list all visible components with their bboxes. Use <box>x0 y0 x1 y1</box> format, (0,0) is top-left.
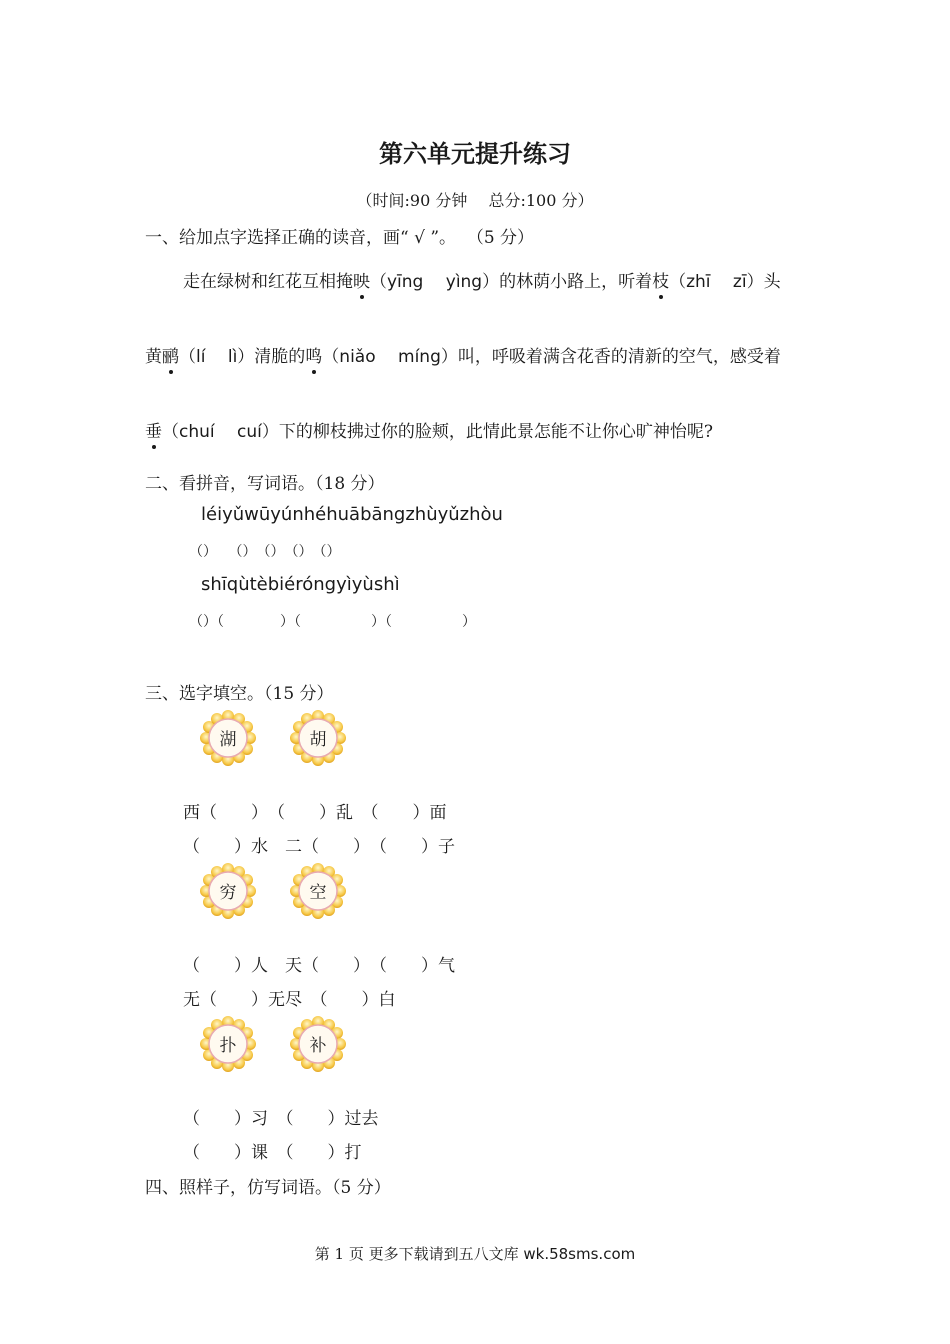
footer-text: 第 1 页 更多下载请到五八文库 <box>314 1245 524 1263</box>
text: （ <box>322 347 340 367</box>
dotted-char: 映 <box>353 267 370 292</box>
pinyin-option[interactable]: chuí cuí <box>179 422 262 442</box>
fill-row[interactable]: （ ）课 （ ）打 <box>183 1143 362 1163</box>
choice-char: 空 <box>309 883 327 903</box>
choice-char: 湖 <box>219 730 237 750</box>
flower-char-hu-beard <box>290 710 346 766</box>
flower-char-hu-lake <box>200 710 256 766</box>
fill-row[interactable]: （ ）水 二（ ） （ ）子 <box>183 837 455 857</box>
flower-char-bu <box>290 1016 346 1072</box>
dotted-char: 枝 <box>652 267 669 292</box>
q1-line-1 <box>183 267 781 292</box>
dotted-char: 鹂 <box>162 342 179 367</box>
fill-row[interactable]: 西（ ） （ ）乱 （ ）面 <box>183 803 447 823</box>
answer-blanks-2[interactable]: （）（ ）（ ）（ ） <box>189 614 476 630</box>
q2-heading: 二、看拼音，写词语。（18 分） <box>145 474 385 494</box>
text: （ <box>669 272 687 292</box>
text: ）的林荫小路上，听着 <box>482 272 653 292</box>
text: ）叫，呼吸着满含花香的清新的空气，感受着 <box>440 347 781 367</box>
pinyin-row-2: shīqùtèbiéróngyìyùshì <box>201 574 400 595</box>
choice-char: 扑 <box>219 1036 237 1056</box>
pinyin-option[interactable]: zhī zī <box>686 272 747 292</box>
flower-char-pu <box>200 1016 256 1072</box>
page-title: 第六单元提升练习 <box>379 139 571 168</box>
flower-char-qiong <box>200 863 256 919</box>
pinyin-option[interactable]: yīng yìng <box>387 272 483 292</box>
text: （ <box>370 272 387 292</box>
pinyin-option[interactable]: lí lì <box>196 347 238 367</box>
choice-char: 补 <box>309 1036 327 1056</box>
choice-char: 胡 <box>309 730 327 750</box>
dotted-char: 鸣 <box>305 342 322 367</box>
q1-line-3 <box>145 417 713 442</box>
exam-info: （时间:90 分钟 总分:100 分） <box>356 191 594 210</box>
text: ）下的柳枝拂过你的脸颊，此情此景怎能不让你心旷神怡呢? <box>261 422 713 442</box>
q1-line-2 <box>145 342 781 367</box>
pinyin-option[interactable]: niǎo míng <box>339 347 441 367</box>
pinyin-row-1: léiyǔwūyúnhéhuābāngzhùyǔzhòu <box>201 504 503 525</box>
dotted-char: 垂 <box>145 417 162 442</box>
flower-char-kong <box>290 863 346 919</box>
text: 黄 <box>145 347 162 367</box>
fill-row[interactable]: 无（ ）无尽 （ ）白 <box>183 990 396 1010</box>
text: （ <box>162 422 179 442</box>
q4-heading: 四、照样子，仿写词语。（5 分） <box>145 1178 391 1198</box>
text: ）头 <box>746 272 781 292</box>
fill-row[interactable]: （ ）习 （ ）过去 <box>183 1109 379 1129</box>
page-footer <box>0 1243 950 1264</box>
answer-blanks-1[interactable]: （） （） （） （） （） <box>189 544 341 560</box>
text: （ <box>179 347 196 367</box>
text: ）清脆的 <box>237 347 306 367</box>
q1-heading: 一、给加点字选择正确的读音，画“ √ ”。 （5 分） <box>145 228 535 248</box>
text: 走在绿树和红花互相掩 <box>183 272 353 292</box>
q3-heading: 三、选字填空。（15 分） <box>145 684 334 704</box>
choice-char: 穷 <box>219 883 237 903</box>
fill-row[interactable]: （ ）人 天（ ） （ ）气 <box>183 956 455 976</box>
footer-link[interactable]: wk.58sms.com <box>523 1245 636 1263</box>
